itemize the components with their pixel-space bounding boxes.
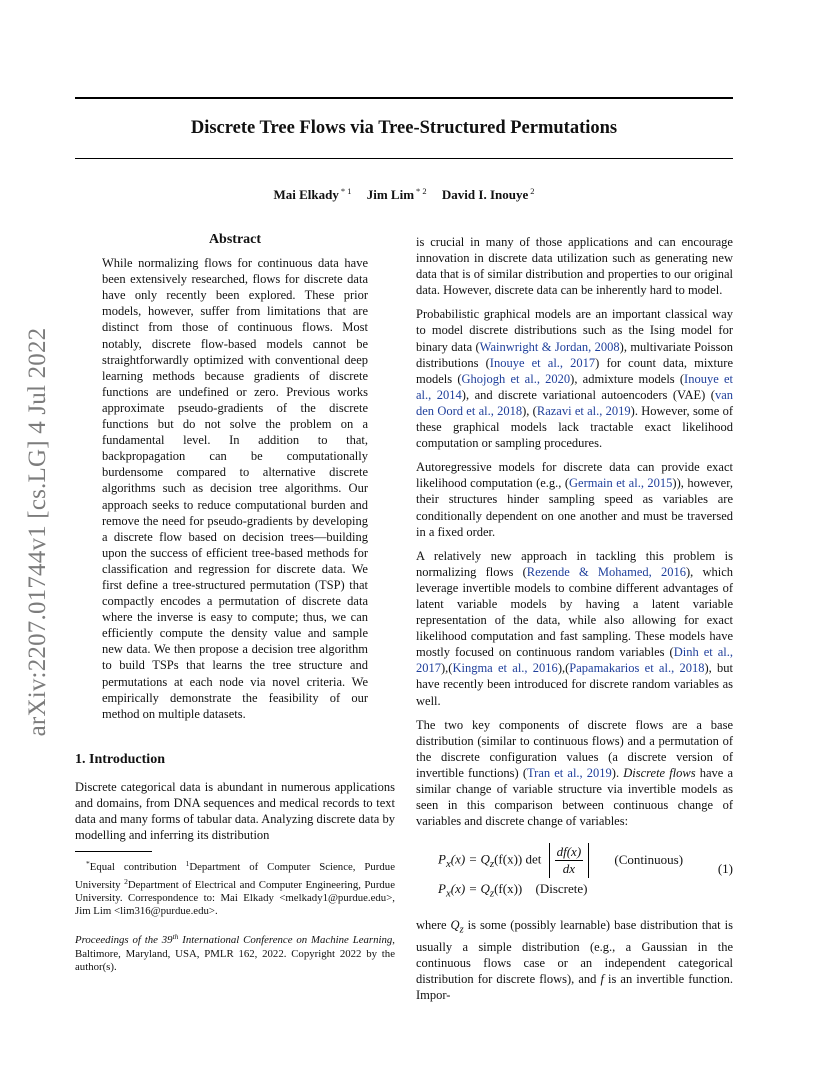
citation-link[interactable]: Rezende & Mohamed, 2016 bbox=[526, 564, 686, 579]
citation-link[interactable]: Inouye et al., 2014 bbox=[416, 371, 733, 402]
body-paragraph: Autoregressive models for discrete data can provide exact likelihood computation (e.g., (Germain et al., 2015)), however, their structures hinder sampling speed as variables are conditionally dependent on one another and must be traversed in a fixed order. bbox=[416, 460, 733, 539]
proceedings-footnote: Proceedings of the 39th International Conference on Machine Learning, Baltimore, Maryland, USA, PMLR 162, 2022. Copyright 2022 by the author(s). bbox=[75, 932, 395, 974]
abstract-heading: Abstract bbox=[208, 232, 262, 247]
author: Mai Elkady $^{* 1}$ bbox=[273, 186, 352, 202]
equation-line-continuous: $P_x(x) = Q_z(f(x))$ det $\frac{df(x)}{dx}$ (Continuous) bbox=[438, 843, 683, 878]
footnotes bbox=[75, 857, 395, 974]
author-list bbox=[75, 186, 733, 203]
paper-title: Discrete Tree Flows via Tree-Structured Permutations bbox=[190, 118, 618, 138]
citation-link[interactable]: Razavi et al., 2019 bbox=[536, 403, 631, 418]
citation-link[interactable]: Dinh et al., 2017 bbox=[416, 645, 734, 676]
equation-1 bbox=[416, 837, 733, 911]
body-paragraph: Probabilistic graphical models are an important classical way to model discrete distributions such as the Ising model for binary data (Wainwright & Jordan, 2008), multivariate Poisson distributions (Inouye et al., 2017) for count data, mixture models (Ghojogh et al., 2020), admixture models (Inouye et al., 2014), and discrete variational autoencoders (VAE) (van den Oord et al., 2018), (Razavi et al., 2019). However, some of these graphical models lack tractable exact likelihood computation or sampling procedures. bbox=[416, 307, 734, 451]
citation-link[interactable]: Ghojogh et al., 2020 bbox=[461, 371, 571, 386]
citation-link[interactable]: Germain et al., 2015 bbox=[569, 476, 673, 491]
section-heading-introduction: 1. Introduction bbox=[75, 751, 165, 767]
footnote-rule bbox=[75, 851, 152, 852]
jacobian-fraction: $\frac{df(x)}{dx}$ bbox=[549, 843, 590, 878]
equation-line-discrete: $P_x(x) = Q_z(f(x))$ (Discrete) bbox=[438, 881, 588, 900]
right-column bbox=[416, 234, 733, 1011]
citation-link[interactable]: Tran et al., 2019 bbox=[526, 765, 612, 780]
citation-link[interactable]: Kingma et al., 2016 bbox=[452, 661, 558, 676]
affiliation-footnote: *Equal contribution $^1$Department of Computer Science, Purdue University $^2$Department of Electrical and Computer Engineering, Purdue University. Correspondence to: Mai Elkady <melkady1@purdue.edu>, Jim Lim <lim316@purdue.edu>. bbox=[75, 859, 396, 918]
title-rule-top bbox=[75, 97, 733, 99]
equation-number: (1) bbox=[717, 861, 733, 877]
citation-link[interactable]: Wainwright & Jordan, 2008 bbox=[479, 339, 620, 354]
body-paragraph: is crucial in many of those applications and can encourage innovation in discrete data utilization such as generating new data that is of similar distribution and properties to our original data. However, discrete data can be inherently hard to model. bbox=[416, 235, 733, 298]
author: Jim Lim $^{* 2}$ bbox=[366, 186, 427, 202]
body-paragraph: where $Q_z$ is some (possibly learnable) base distribution that is usually a simple distribution (e.g., a Gaussian in the continuous flows case or an independent categorical distribution for discrete flows), and f is an invertible function. Impor- bbox=[416, 918, 733, 1003]
citation-link[interactable]: van den Oord et al., 2018 bbox=[416, 387, 733, 418]
body-paragraph: The two key components of discrete flows are a base distribution (similar to continuous flows) and a permutation of the discrete configuration values (a discrete version of invertible functions) (Tran et al., 2019). Discrete flows have a similar change of variable structure via invertible models as seen in this comparison between continuous change of variables and discrete change of variables: bbox=[416, 717, 733, 829]
citation-link[interactable]: Inouye et al., 2017 bbox=[489, 355, 596, 370]
title-rule-bottom bbox=[75, 158, 733, 159]
citation-link[interactable]: Papamakarios et al., 2018 bbox=[569, 661, 705, 676]
arxiv-stamp: arXiv:2207.01744v1 [cs.LG] 4 Jul 2022 bbox=[24, 327, 51, 737]
intro-paragraph: Discrete categorical data is abundant in numerous applications and domains, from DNA sequences and medical records to text data and many forms of tabular data. Analyzing discrete data by modelling and inferring its distribution bbox=[75, 779, 395, 843]
body-paragraph: A relatively new approach in tackling this problem is normalizing flows (Rezende & Mohamed, 2016), which leverage invertible models to combine different advantages of latent variable models by having a latent variable representation of the data, while also allowing for exact likelihood computation and fast sampling. These models have mostly focused on continuous random variables (Dinh et al., 2017),(Kingma et al., 2016),(Papamakarios et al., 2018), but have recently been introduced for discrete random variables as well. bbox=[416, 548, 734, 708]
left-column bbox=[75, 232, 395, 986]
abstract-text: While normalizing flows for continuous data have been extensively researched, flows for discrete data have only recently been explored. These prior models, however, suffer from limitations that are distinct from those of continuous flows. Most notably, discrete flow-based models cannot be straightforwardly optimized with conventional deep learning methods because gradients of discrete functions are undefined or zero. Previous works approximate pseudo-gradients of the discrete functions but do not solve the problem on a fundamental level. In addition to that, backpropagation can be computationally burdensome compared to alternative discrete algorithms such as decision tree algorithms. Our approach seeks to reduce computational burden and remove the need for pseudo-gradients by developing a discrete flow based on decision trees—building upon the success of efficient tree-based methods for classification and regression for discrete data. We first define a tree-structured permutation (TSP) that compactly encodes a permutation of discrete data where the inverse is easy to compute; thus, we can efficiently compute the density value and sample new data. We then propose a decision tree algorithm to build TSPs that learns the tree structure and permutations at each node via novel criteria. We empirically demonstrate the feasibility of our method on multiple datasets. bbox=[102, 256, 368, 721]
author: David I. Inouye $^2$ bbox=[441, 186, 535, 202]
